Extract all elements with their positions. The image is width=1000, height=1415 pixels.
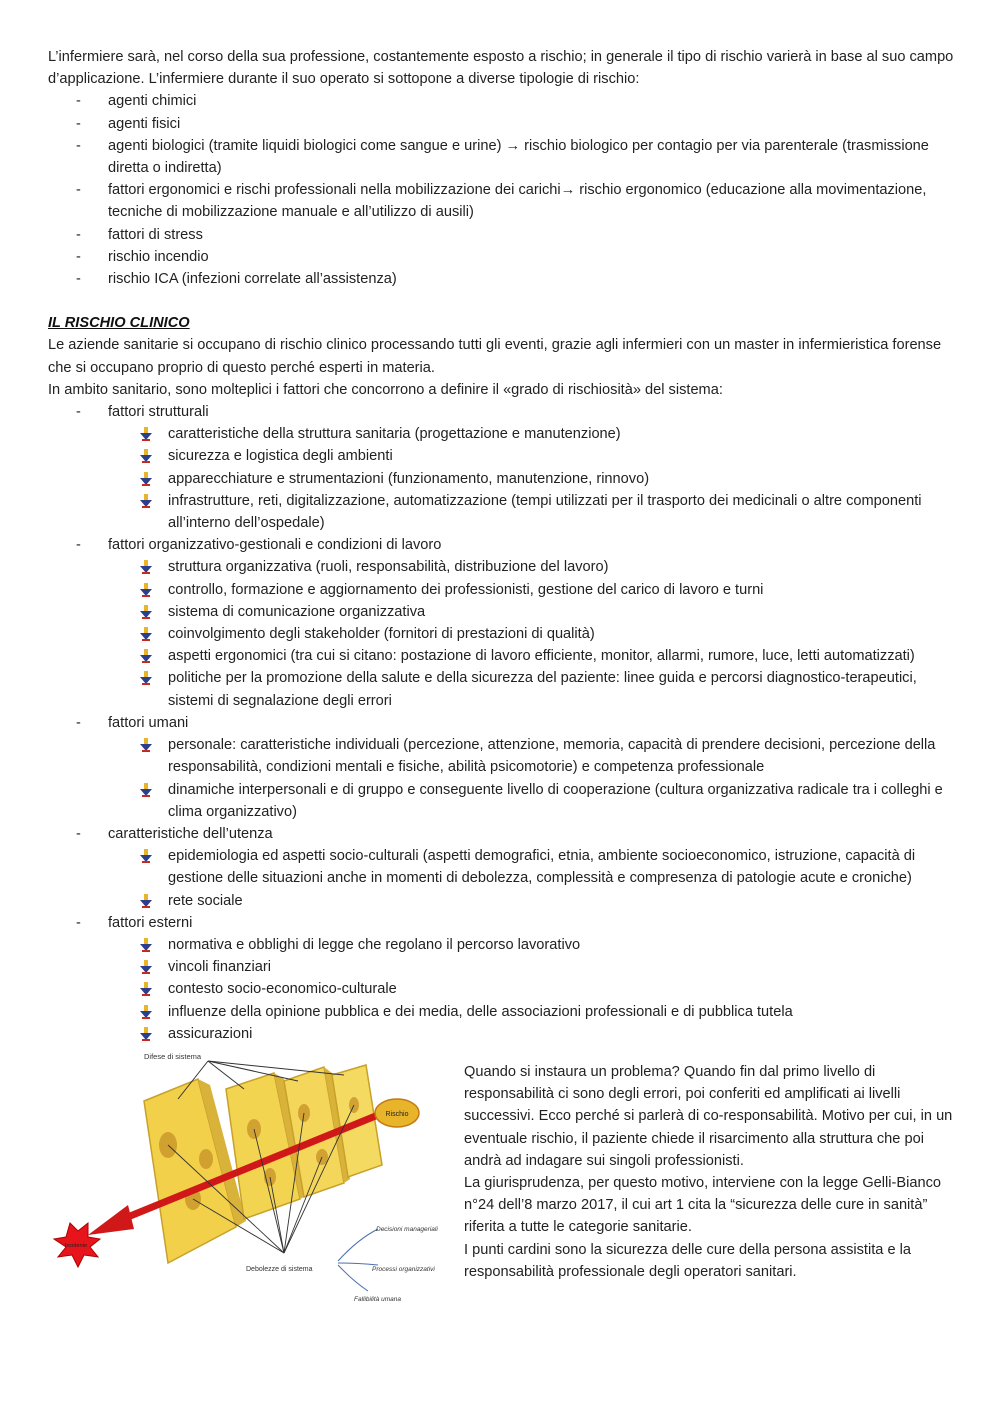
arrow-bullet-icon — [139, 671, 153, 685]
factor-items — [108, 556, 958, 711]
section-heading: IL RISCHIO CLINICO — [48, 315, 190, 332]
dash-bullet-icon: - — [76, 404, 81, 421]
list-item: dinamiche interpersonali e di gruppo e conseguente livello di cooperazione (cultura organizzativa radicale tra i colleghi e clima organizzativo) — [108, 779, 958, 823]
dash-bullet-icon: - — [76, 93, 81, 110]
list-item: vincoli finanziari — [108, 956, 958, 978]
list-item: controllo, formazione e aggiornamento dei professionisti, gestione del carico di lavoro e turni — [108, 579, 958, 601]
list-item: influenze della opinione pubblica e dei media, delle associazioni professionali e di pubblica tutela — [108, 1001, 958, 1023]
list-item: - fattori di stress — [48, 224, 958, 246]
arrow-bullet-icon — [139, 894, 153, 908]
arrow-bullet-icon — [139, 1027, 153, 1041]
list-item: - fattori ergonomici e rischi professionali nella mobilizzazione dei carichi→ rischio ergonomico (educazione alla movimentazione, tecniche di mobilizzazione manuale e all’utilizzo di ausili) — [48, 179, 958, 223]
arrow-bullet-icon — [139, 472, 153, 486]
dash-bullet-icon: - — [76, 537, 81, 554]
list-item: rete sociale — [108, 890, 958, 912]
figure-label-difese: Difese di sistema — [144, 1051, 202, 1061]
list-item: infrastrutture, reti, digitalizzazione, automatizzazione (tempi utilizzati per il trasporto dei medicinali o altre componenti all’interno dell’ospedale) — [108, 490, 958, 534]
figure-side-text — [464, 1061, 954, 1283]
list-item: - agenti biologici (tramite liquidi biologici come sangue e urine) → rischio biologico per contagio per via parenterale (trasmissione diretta o indiretta) — [48, 135, 958, 179]
list-item: caratteristiche della struttura sanitaria (progettazione e manutenzione) — [108, 423, 958, 445]
document-page — [48, 46, 958, 1319]
figure-label-processi: Processi organizzativi — [372, 1265, 435, 1273]
list-item: contesto socio-economico-culturale — [108, 978, 958, 1000]
list-item: personale: caratteristiche individuali (percezione, attenzione, memoria, capacità di prendere decisioni, percezione della responsabilità, condizioni mentali e fisiche, abilità psicomotorie) e competenza professionale — [108, 734, 958, 778]
dash-bullet-icon: - — [76, 914, 81, 931]
body-paragraph: In ambito sanitario, sono molteplici i fattori che concorrono a definire il «grado di rischiosità» del sistema: — [48, 381, 723, 398]
list-item: sistema di comunicazione organizzativa — [108, 601, 958, 623]
arrow-bullet-icon — [139, 1005, 153, 1019]
factor-items — [108, 734, 958, 823]
list-item: - agenti chimici — [48, 90, 958, 112]
figure-label-fallibilita: Fallibilità umana — [354, 1295, 401, 1303]
body-paragraph: Quando si instaura un problema? Quando fin dal primo livello di responsabilità ci sono degli errori, poi conferiti ed amplificati ai livelli successivi. Ecco perché si parlerà di co-responsabilità. Motivo per cui, in un eventuale rischio, il paziente chiede il risarcimento alla struttura che poi andrà ad indagare sui singoli professionisti. — [464, 1063, 953, 1169]
dash-bullet-icon: - — [76, 271, 81, 288]
factors-list — [48, 401, 958, 1045]
category-arrows — [338, 1229, 378, 1291]
arrow-bullet-icon — [139, 849, 153, 863]
arrow-bullet-icon — [139, 627, 153, 641]
risk-types-list — [48, 90, 958, 290]
factor-group — [48, 401, 958, 534]
bottom-section — [48, 1049, 958, 1319]
list-item: epidemiologia ed aspetti socio-culturali (aspetti demografici, etnia, ambiente socioeconomico, istruzione, capacità di gestione delle situazioni anche in momenti di debolezza, complessità e compresenza di patologie acute e croniche) — [108, 845, 958, 889]
arrow-bullet-icon — [139, 583, 153, 597]
body-paragraph: I punti cardini sono la sicurezza delle cure della persona assistita e la responsabilità professionale degli operatori sanitari. — [464, 1241, 911, 1280]
list-item: normativa e obblighi di legge che regolano il percorso lavorativo — [108, 934, 958, 956]
dash-bullet-icon: - — [76, 714, 81, 731]
figure-label-debolezze: Debolezze di sistema — [246, 1265, 313, 1273]
factor-group — [48, 712, 958, 823]
list-item: - rischio ICA (infezioni correlate all’assistenza) — [48, 268, 958, 290]
list-item: - rischio incendio — [48, 246, 958, 268]
arrow-bullet-icon — [139, 982, 153, 996]
list-item: struttura organizzativa (ruoli, responsabilità, distribuzione del lavoro) — [108, 556, 958, 578]
arrow-bullet-icon — [139, 605, 153, 619]
dash-bullet-icon: - — [76, 825, 81, 842]
factor-label: fattori organizzativo-gestionali e condizioni di lavoro — [108, 537, 442, 554]
arrow-bullet-icon — [139, 494, 153, 508]
factor-group — [48, 912, 958, 1045]
body-paragraph: La giurisprudenza, per questo motivo, interviene con la legge Gelli-Bianco n°24 dell’8 marzo 2017, il cui art 1 cita la “sicurezza delle cure in sanità” riferita a tutte le categorie sanitarie. — [464, 1174, 942, 1236]
factor-label: caratteristiche dell’utenza — [108, 825, 273, 842]
figure-label-decisioni: Decisioni manageriali — [376, 1225, 438, 1233]
dash-bullet-icon: - — [76, 182, 81, 199]
factor-group — [48, 823, 958, 912]
dash-bullet-icon: - — [76, 226, 81, 243]
arrow-bullet-icon — [139, 560, 153, 574]
arrow-bullet-icon — [139, 649, 153, 663]
dash-bullet-icon: - — [76, 248, 81, 265]
arrow-bullet-icon — [139, 427, 153, 441]
factor-group — [48, 534, 958, 712]
list-item: politiche per la promozione della salute e della sicurezza del paziente: linee guida e percorsi diagnostico-terapeutici, sistemi di segnalazione degli errori — [108, 667, 958, 711]
figure-label-incidente: Incidente — [64, 1242, 88, 1249]
list-item: coinvolgimento degli stakeholder (fornitori di prestazioni di qualità) — [108, 623, 958, 645]
factor-label: fattori strutturali — [108, 404, 209, 421]
arrow-bullet-icon — [139, 738, 153, 752]
factor-label: fattori esterni — [108, 914, 193, 931]
list-item: apparecchiature e strumentazioni (funzionamento, manutenzione, rinnovo) — [108, 468, 958, 490]
dash-bullet-icon: - — [76, 115, 81, 132]
arrow-bullet-icon — [139, 960, 153, 974]
list-item: sicurezza e logistica degli ambienti — [108, 445, 958, 467]
arrow-bullet-icon — [139, 449, 153, 463]
intro-paragraph: L’infermiere sarà, nel corso della sua professione, costantemente esposto a rischio; in generale il tipo di rischio varierà in base al suo campo d’applicazione. L’infermiere durante il suo operato si sottopone a diverse tipologie di rischio: — [48, 49, 954, 88]
arrow-bullet-icon — [139, 783, 153, 797]
body-paragraph: Le aziende sanitarie si occupano di rischio clinico processando tutti gli eventi, grazie agli infermieri con un master in infermieristica forense che si occupano proprio di questo perché esperti in materia. — [48, 337, 942, 376]
list-item: - agenti fisici — [48, 113, 958, 135]
factor-items — [108, 934, 958, 1045]
factor-items — [108, 845, 958, 912]
factor-items — [108, 423, 958, 534]
list-item: aspetti ergonomici (tra cui si citano: postazione di lavoro efficiente, monitor, allarmi, rumore, luce, letti automatizzati) — [108, 645, 958, 667]
factor-label: fattori umani — [108, 714, 189, 731]
list-item: assicurazioni — [108, 1023, 958, 1045]
figure-label-rischio: Rischio — [385, 1110, 409, 1118]
swiss-cheese-diagram — [48, 1049, 438, 1311]
dash-bullet-icon: - — [76, 137, 81, 154]
arrow-bullet-icon — [139, 938, 153, 952]
